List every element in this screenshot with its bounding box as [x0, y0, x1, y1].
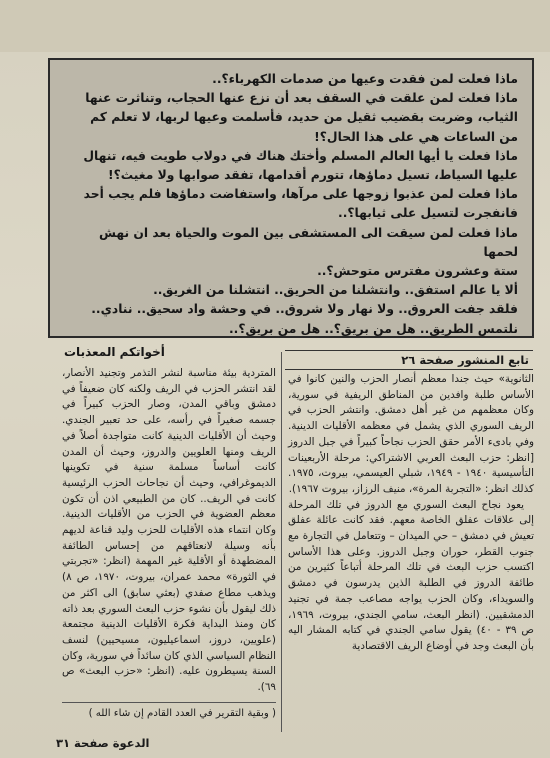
top-decorative-strip [0, 0, 550, 52]
column-divider [281, 352, 282, 732]
poem-line: فلقد جفت العروق.. ولا نهار ولا شروق.. في وحشة واد سحيق.. ننادي.. [91, 302, 518, 317]
poem-line: فانفجرت لتسيل على ثيابها؟.. [338, 206, 518, 221]
paragraph: الثانوية» حيث جندا معظم أنصار الحزب والنين كانوا في الأساس طلبة وافدين من المناطق الريفية في سورية، وكان معظمهم من غير أهل دمشق. وانتشر الحزب في الريف السوري الذي يشمل في معظمه الأقليات الدينية. وفي بادىء الأمر حقق الحزب نجاحاً كبيراً في جبل الدروز [انظر: حزب البعث العربي الاشتراكي: مرحلة الأربعينات التأسيسية ١٩٤٠ - ١٩٤٩، شبلي العيسمي، بيروت، ١٩٧٥. كذلك انظر: «التجربة المرة»، منيف الرزاز، بيروت ١٩٦٧). [288, 373, 534, 495]
continuation-header: تابع المنشور صفحة ٢٦ [285, 350, 533, 370]
poem-line: ستة وعشرون مفترس متوحش؟.. [317, 264, 518, 279]
left-column [62, 366, 276, 734]
poem-line: نلتمس الطريق.. هل من بريق؟.. هل من بريق؟.. [228, 321, 518, 336]
poem-box [48, 58, 534, 359]
poem-line: ماذا فعلت لمن علقت في السقف بعد أن نزع عنها الحجاب، وتناثرت عنها [85, 91, 518, 106]
poem-line: عليها السياط، تسيل دماؤها، تتورم أقدامها، تفقد صوابها ولا مغيث؟! [107, 168, 518, 183]
paragraph: المتردية بيئة مناسبة لنشر التذمر وتجنيد الأنصار، لقد انتشر الحزب في الريف ولكنه كان ضعيفاً في دمشق وباقي المدن، وصار الحزب كبيراً في جسمه صغيراً في رأسه، على حد تعبير الجندي. وحيث أن الأقليات الدينية كانت متواجدة أصلاً في الريف ومنها العلويين والدروز، وحيث أن المدن كانت أساساً مسلمة سنية في تكوينها الديموغرافي، وحيث أن نجاحات الحزب الرئيسية كانت في الريف.. كان من الطبيعي اذن أن تكون معظم العضوية في الحزب من الأقليات الدينية. وكان انتماء هذه الأقليات للحزب وليد قناعة لديهم بأنه وسيلة لانعتاقهم من إحساس الطائفة المضطهدة أو الأقلية غير المهمة (انظر: «تجربتي في الثورة» محمد عمران، بيروت، ١٩٧٠، ص ٨) ويذهب مطاع صفدي (بعثي سابق) الى اكثر من ذلك ليقول بأن نشوء حزب البعث السوري بعد ذاته كان ومنذ البداية فكرة الأقليات الدينية مجتمعة (علويين، دروز، اسماعيليون، مسيحيين) لنسف النظام السياسي الذي كان سائداً في سورية، وكان السنة يسيطرون عليه. (انظر: «حزب البعث» ص ٦٩). [62, 367, 276, 694]
continuation-note: ( وبقية التقرير في العدد القادم إن شاء الله ) [62, 702, 276, 722]
paragraph: يعود نجاح البعث السوري مع الدروز في تلك المرحلة إلى علاقات عفلق الخاصة معهم. فقد كانت عائلة عفلق تعيش في دمشق – حي الميدان – وتتعامل في التجارة مع جنوب القطر، حوران وجبل الدروز. وعلى هذا الأساس اكتسب حزب البعث في تلك المرحلة أتباعاً كثيرين من طائفة الدروز في الطلبة الذين يدرسون في دمشق والسويداء، وكان الحزب يواجه مصاعب جمة في تجنيد الدمشقيين. (انظر البعث، سامي الجندي، بيروت، ١٩٦٩، ص ٣٩ - ٤٠) يقول سامي الجندي في كتابه المشار اليه بأن البعث وجد في أوضاع الريف الاقتصادية [288, 498, 534, 652]
page-footer: الدعوة صفحة ٣١ [56, 736, 150, 750]
poem-text [64, 70, 518, 339]
right-column [288, 372, 534, 724]
poem-line: ماذا فعلت لمن فقدت وعيها من صدمات الكهرباء؟.. [212, 72, 518, 86]
poem-line: ماذا فعلت لمن عذبوا زوجها على مرآها، واستفاضت دماؤها فلم يجب أحد [83, 187, 518, 202]
poem-line: من الساعات هي على هذا الحال؟! [314, 129, 518, 144]
poem-line: ماذا فعلت لمن سيقت الى المستشفى بين الموت والحياة بعد ان نهش لحمها [98, 225, 518, 259]
poem-signature: أخواتكم المعذبات [64, 344, 165, 359]
poem-line: ألا يا عالم استفق.. وانتشلنا من الحريق.. انتشلنا من الغريق.. [153, 283, 518, 298]
poem-line: الثياب، وضربت بقضيب ثقيل من حديد، فأسلمت وعيها لربها، لا تعلم كم [90, 110, 518, 125]
poem-line: ماذا فعلت يا أيها العالم المسلم وأختك هناك في دولاب طويت فيه، تنهال [83, 148, 518, 163]
